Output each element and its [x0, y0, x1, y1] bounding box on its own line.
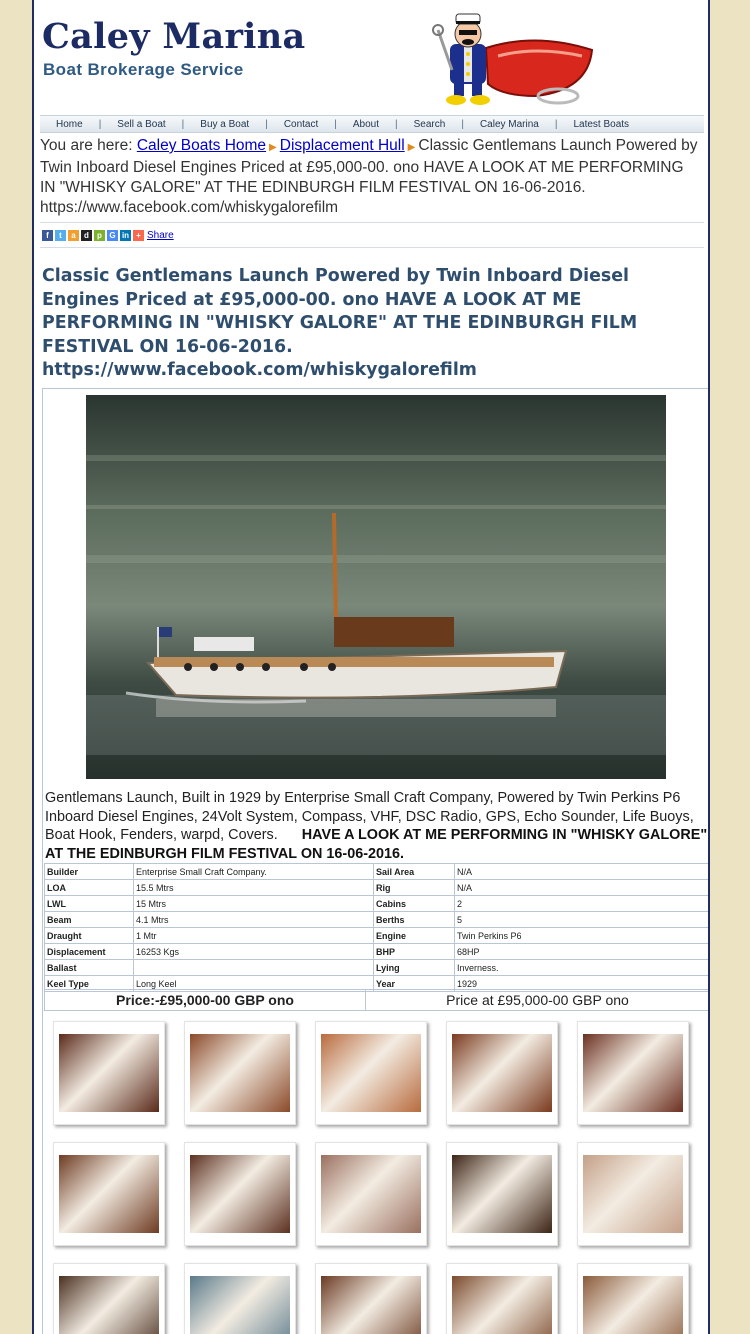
gallery-thumbnail[interactable] — [446, 1263, 558, 1334]
spec-label: Berths — [374, 912, 455, 928]
spec-label: LWL — [45, 896, 134, 912]
gallery-photo — [583, 1276, 683, 1334]
listing-description — [45, 789, 709, 863]
gallery-photo — [190, 1155, 290, 1233]
gallery-thumbnail[interactable] — [577, 1142, 689, 1246]
breadcrumb-arrow-icon: ▶ — [269, 142, 277, 153]
gallery-thumbnail[interactable] — [446, 1021, 558, 1125]
spec-value: Twin Perkins P6 — [455, 928, 710, 944]
plus-icon[interactable]: + — [133, 230, 144, 241]
nav-separator: | — [554, 118, 558, 130]
spec-value: 5 — [455, 912, 710, 928]
breadcrumb-home-link[interactable]: Caley Boats Home — [136, 137, 267, 154]
gallery-photo — [452, 1034, 552, 1112]
description-highlight: HAVE A LOOK AT ME PERFORMING IN "WHISKY GALORE" AT THE EDINBURGH FILM FESTIVAL ON 16-06-2016. — [45, 827, 708, 862]
spec-label: LOA — [45, 880, 134, 896]
spec-value: Inverness. — [455, 960, 710, 976]
nav-separator: | — [98, 118, 102, 130]
spec-row — [45, 944, 710, 960]
gallery-photo — [452, 1276, 552, 1334]
spec-value: 1 Mtr — [134, 928, 374, 944]
spec-label: Cabins — [374, 896, 455, 912]
gallery-thumbnail[interactable] — [577, 1021, 689, 1125]
gallery-thumbnail[interactable] — [315, 1021, 427, 1125]
gallery-photo — [190, 1276, 290, 1334]
spec-row — [45, 880, 710, 896]
spec-row — [45, 896, 710, 912]
nav-separator: | — [265, 118, 268, 130]
gallery-photo — [59, 1155, 159, 1233]
gallery-thumbnail[interactable] — [53, 1263, 165, 1334]
spec-value: 4.1 Mtrs — [134, 912, 374, 928]
main-boat-photo[interactable] — [86, 395, 666, 779]
spec-value: N/A — [455, 864, 710, 880]
nav-separator: | — [334, 118, 337, 130]
amazon-icon[interactable]: a — [68, 230, 79, 241]
breadcrumb-current: Classic Gentlemans Launch Powered by Twin Inboard Diesel Engines Priced at £95,000-00. ono HAVE A LOOK AT ME PERFORMING IN "WHISKY GALORE" AT THE EDINBURGH FILM FESTIVAL ON 16-06-2016. https://www.facebook.com/whiskygalorefilm — [40, 137, 698, 216]
nav-item-caley-marina[interactable]: Caley Marina — [479, 118, 539, 130]
spec-label: Beam — [45, 912, 134, 928]
linkedin-icon[interactable]: in — [121, 230, 130, 240]
spec-value: 1929 — [455, 976, 710, 992]
gallery-thumbnail[interactable] — [315, 1263, 427, 1334]
gallery-photo — [321, 1155, 421, 1233]
main-navigation — [40, 115, 704, 133]
spec-label: Displacement — [45, 944, 134, 960]
spec-label: Engine — [374, 928, 455, 944]
nav-separator: | — [461, 118, 464, 130]
gallery-photo — [583, 1034, 683, 1112]
gallery-photo — [190, 1034, 290, 1112]
breadcrumb-arrow-icon: ▶ — [407, 142, 416, 153]
twitter-icon[interactable]: t — [55, 230, 66, 241]
nav-item-search[interactable]: Search — [413, 118, 446, 130]
spec-value: N/A — [455, 880, 710, 896]
spec-value: 15.5 Mtrs — [134, 880, 374, 896]
price-secondary: Price at £95,000-00 GBP ono — [446, 992, 629, 1008]
gallery-photo — [321, 1034, 421, 1112]
gallery-thumbnail[interactable] — [184, 1142, 296, 1246]
nav-item-latest-boats[interactable]: Latest Boats — [573, 118, 630, 130]
spec-row — [45, 864, 710, 880]
spec-row — [45, 960, 710, 976]
breadcrumb — [40, 136, 700, 218]
gallery-photo — [583, 1155, 683, 1233]
site-tagline: Boat Brokerage Service — [43, 60, 244, 79]
spec-value: Enterprise Small Craft Company. — [134, 864, 374, 880]
spec-value: Long Keel — [134, 976, 374, 992]
gallery-photo — [321, 1276, 421, 1334]
nav-item-sell-a-boat[interactable]: Sell a Boat — [117, 118, 166, 130]
spec-row — [45, 912, 710, 928]
gallery-thumbnail[interactable] — [184, 1021, 296, 1125]
specs-table — [44, 863, 710, 992]
digg-icon[interactable]: d — [81, 230, 92, 241]
spec-label: Builder — [45, 864, 134, 880]
spec-label: Keel Type — [45, 976, 134, 992]
spec-label: BHP — [374, 944, 455, 960]
gallery-thumbnail[interactable] — [315, 1142, 427, 1246]
spec-label: Rig — [374, 880, 455, 896]
spec-label: Year — [374, 976, 455, 992]
gallery-thumbnail[interactable] — [184, 1263, 296, 1334]
nav-item-buy-a-boat[interactable]: Buy a Boat — [200, 118, 250, 130]
share-link[interactable]: Share — [147, 229, 174, 241]
breadcrumb-category-link[interactable]: Displacement Hull — [279, 137, 405, 154]
google-icon[interactable]: G — [107, 230, 118, 241]
spec-label: Draught — [45, 928, 134, 944]
gallery-thumbnail[interactable] — [446, 1142, 558, 1246]
site-header — [34, 0, 708, 116]
page — [32, 0, 710, 1334]
description-text: Gentlemans Launch, Built in 1929 by Enterprise Small Craft Company, Powered by Twin Perkins P6 Inboard Diesel Engines, 24Volt System, Compass, VHF, DSC Radio, GPS, Echo Sounder, Life Buoys, Boat Hook, Fenders, warpd, Covers. — [45, 790, 694, 843]
spec-value — [134, 960, 374, 976]
facebook-icon[interactable]: f — [42, 230, 53, 241]
spec-label: Lying — [374, 960, 455, 976]
nav-item-contact[interactable]: Contact — [283, 118, 319, 130]
listing-box — [42, 388, 710, 1334]
spec-value: 68HP — [455, 944, 710, 960]
gallery-thumbnail[interactable] — [53, 1142, 165, 1246]
spec-value: 15 Mtrs — [134, 896, 374, 912]
nav-item-about[interactable]: About — [352, 118, 380, 130]
spec-row — [45, 928, 710, 944]
sailor-mascot-logo — [416, 10, 594, 108]
gallery-thumbnail[interactable] — [577, 1263, 689, 1334]
gallery-photo — [59, 1034, 159, 1112]
nav-separator: | — [395, 118, 398, 130]
spec-label: Sail Area — [374, 864, 455, 880]
site-title[interactable]: Caley Marina — [42, 16, 306, 57]
gallery-thumbnail[interactable] — [53, 1021, 165, 1125]
spec-value: 16253 Kgs — [134, 944, 374, 960]
nav-item-home[interactable]: Home — [56, 118, 83, 130]
breadcrumb-prefix: You are here: — [40, 137, 137, 154]
gallery-photo — [452, 1155, 552, 1233]
price-row — [44, 989, 710, 1011]
listing-title: Classic Gentlemans Launch Powered by Twin Inboard Diesel Engines Priced at £95,000-00. ono HAVE A LOOK AT ME PERFORMING IN "WHISKY GALORE" AT THE EDINBURGH FILM FESTIVAL ON 16-06-2016. https://www.facebook.com/whiskygalorefilm — [42, 266, 638, 380]
nav-separator: | — [181, 118, 185, 130]
spec-label: Ballast — [45, 960, 134, 976]
gallery-photo — [59, 1276, 159, 1334]
spec-value: 2 — [455, 896, 710, 912]
print-icon[interactable]: p — [94, 230, 105, 241]
price-primary: Price:-£95,000-00 GBP ono — [45, 990, 366, 1010]
share-bar — [40, 222, 704, 248]
